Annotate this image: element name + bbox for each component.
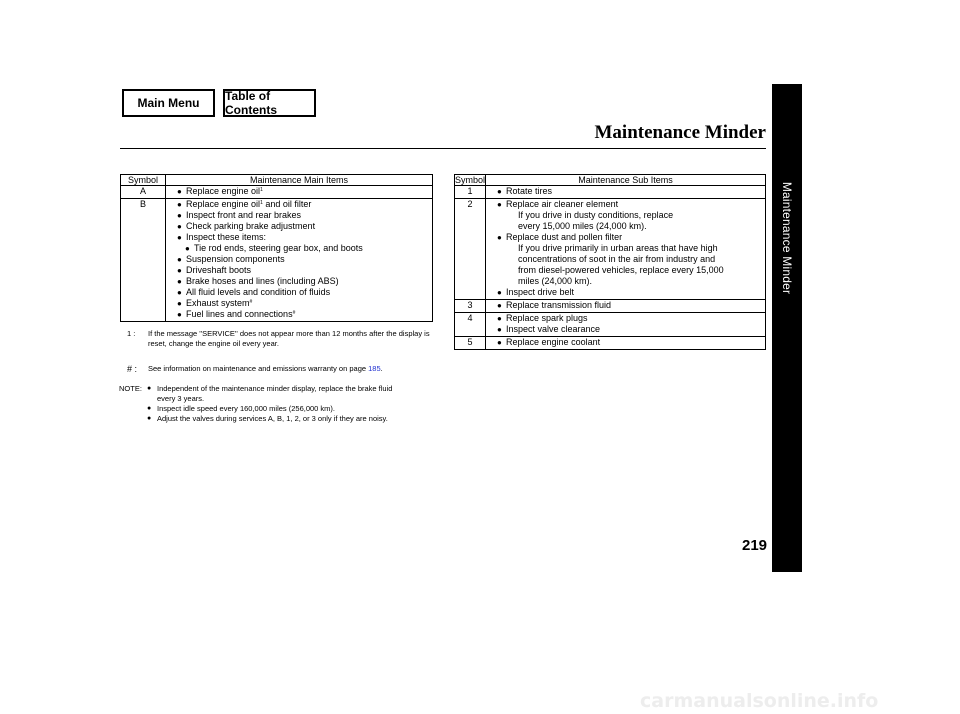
footnote-marker: # xyxy=(249,299,253,305)
note-key: NOTE: xyxy=(119,384,142,393)
bullet-icon: ● xyxy=(497,338,502,347)
main-items-table xyxy=(120,174,433,322)
maintenance-item xyxy=(497,324,765,335)
item-text: every 15,000 miles (24,000 km). xyxy=(518,221,647,231)
table-row xyxy=(455,313,766,337)
item-note xyxy=(506,210,765,221)
bullet-icon: ● xyxy=(497,200,502,209)
item-text: Brake hoses and lines (including ABS) xyxy=(186,276,339,286)
symbol-cell: A xyxy=(121,186,166,199)
maintenance-item xyxy=(177,199,432,210)
maintenance-item xyxy=(177,232,432,243)
sub-items-table xyxy=(454,174,766,350)
page-number: 219 xyxy=(742,537,768,554)
bullet-icon: ● xyxy=(177,187,182,196)
bullet-icon: ● xyxy=(177,266,182,275)
bullet-icon: ● xyxy=(497,233,502,242)
side-tab-label: Maintenance Minder xyxy=(780,181,794,295)
bullet-icon: ● xyxy=(177,255,182,264)
item-text: Replace engine oil xyxy=(186,199,261,209)
item-text-continued: and oil filter xyxy=(262,199,312,209)
footnote-text xyxy=(148,364,438,374)
bullet-icon: ● xyxy=(177,299,182,308)
maintenance-item xyxy=(177,265,432,276)
item-text: All fluid levels and condition of fluids xyxy=(186,287,331,297)
table-of-contents-button[interactable]: Table of Contents xyxy=(223,89,316,117)
footnote-marker: 1 xyxy=(260,187,263,193)
footnote-key: # : xyxy=(127,364,138,374)
item-text: Exhaust system xyxy=(186,298,250,308)
symbol-header: Symbol xyxy=(455,175,486,185)
bullet-icon: ● xyxy=(147,385,152,392)
table-row xyxy=(121,186,433,199)
item-text: If you drive in dusty conditions, replace xyxy=(518,210,674,220)
note-item: ● Inspect idle speed every 160,000 miles (256,000 km). xyxy=(147,404,336,413)
bullet-icon: ● xyxy=(177,222,182,231)
maintenance-item xyxy=(177,221,432,232)
title-divider xyxy=(120,148,766,149)
items-cell xyxy=(486,186,766,199)
maintenance-item xyxy=(497,313,765,324)
items-cell xyxy=(166,186,433,199)
side-tab xyxy=(772,84,802,572)
main-menu-button[interactable]: Main Menu xyxy=(122,89,215,117)
item-text: Replace air cleaner element xyxy=(506,199,619,209)
bullet-icon: ● xyxy=(185,244,190,253)
items-cell xyxy=(486,300,766,313)
maintenance-item xyxy=(497,186,765,197)
maintenance-item xyxy=(497,300,765,311)
table-row xyxy=(121,199,433,322)
item-text: Inspect drive belt xyxy=(506,287,575,297)
item-note xyxy=(506,243,765,254)
bullet-icon: ● xyxy=(177,277,182,286)
warranty-note-end: . xyxy=(380,364,383,373)
symbol-cell: 5 xyxy=(455,337,486,350)
sub-items-header: Maintenance Sub Items xyxy=(486,175,766,186)
item-text: Fuel lines and connections xyxy=(186,309,293,319)
maintenance-item xyxy=(497,232,765,243)
note-item: ● Adjust the valves during services A, B, 1, 2, or 3 only if they are noisy. xyxy=(147,414,388,423)
items-cell xyxy=(166,199,433,322)
bullet-icon: ● xyxy=(147,415,152,422)
bullet-icon: ● xyxy=(497,187,502,196)
item-note xyxy=(506,221,765,232)
item-text: Inspect valve clearance xyxy=(506,324,601,334)
item-note xyxy=(506,265,765,276)
main-items-header: Maintenance Main Items xyxy=(166,175,433,186)
item-text: Replace transmission fluid xyxy=(506,300,612,310)
maintenance-item xyxy=(177,276,432,287)
maintenance-item xyxy=(177,309,432,320)
item-text: miles (24,000 km). xyxy=(518,276,593,286)
item-text: Check parking brake adjustment xyxy=(186,221,316,231)
maintenance-item xyxy=(177,186,432,197)
maintenance-item xyxy=(497,287,765,298)
note-item: ● Independent of the maintenance minder display, replace the brake fluid xyxy=(147,384,393,393)
table-row xyxy=(455,300,766,313)
warranty-note-text: See information on maintenance and emissions warranty on page xyxy=(148,364,367,373)
bullet-icon: ● xyxy=(497,325,502,334)
bullet-icon: ● xyxy=(497,314,502,323)
item-note xyxy=(506,254,765,265)
footnote-marker: 1 xyxy=(260,200,263,206)
symbol-cell: 3 xyxy=(455,300,486,313)
symbol-cell: B xyxy=(121,199,166,322)
bullet-icon: ● xyxy=(177,233,182,242)
bullet-icon: ● xyxy=(177,200,182,209)
maintenance-item xyxy=(177,210,432,221)
item-text: Inspect these items: xyxy=(186,232,267,242)
maintenance-item xyxy=(497,337,765,348)
item-text: Replace engine oil xyxy=(186,186,261,196)
table-row xyxy=(455,337,766,350)
bullet-icon: ● xyxy=(177,211,182,220)
item-text: Replace dust and pollen filter xyxy=(506,232,623,242)
items-cell xyxy=(486,313,766,337)
bullet-icon: ● xyxy=(497,288,502,297)
footnote-text: If the message ''SERVICE'' does not appear more than 12 months after the display is reset, change the engine oil every year. xyxy=(148,329,430,348)
symbol-header: Symbol xyxy=(121,175,166,186)
item-text: Replace spark plugs xyxy=(506,313,588,323)
bullet-icon: ● xyxy=(497,301,502,310)
item-text: from diesel-powered vehicles, replace every 15,000 xyxy=(518,265,724,275)
symbol-cell: 2 xyxy=(455,199,486,300)
footnote-marker: # xyxy=(292,310,296,316)
table-row xyxy=(455,199,766,300)
bullet-icon: ● xyxy=(177,288,182,297)
maintenance-item xyxy=(177,298,432,309)
item-text: Suspension components xyxy=(186,254,285,264)
item-note xyxy=(506,276,765,287)
maintenance-item xyxy=(186,243,432,254)
item-text: If you drive primarily in urban areas that have high xyxy=(518,243,718,253)
bullet-icon: ● xyxy=(147,405,152,412)
page-185-link[interactable]: 185 xyxy=(368,364,381,373)
footnote-key: 1 : xyxy=(127,329,136,338)
note-item-continued: every 3 years. xyxy=(157,394,205,403)
symbol-cell: 4 xyxy=(455,313,486,337)
maintenance-item xyxy=(177,254,432,265)
symbol-cell: 1 xyxy=(455,186,486,199)
watermark: carmanualsonline.info xyxy=(640,690,879,712)
table-row xyxy=(455,186,766,199)
items-cell xyxy=(486,199,766,300)
item-text: Tie rod ends, steering gear box, and boots xyxy=(194,243,363,253)
item-text: Driveshaft boots xyxy=(186,265,252,275)
note-list xyxy=(147,384,439,424)
item-text: Inspect front and rear brakes xyxy=(186,210,302,220)
maintenance-item xyxy=(177,287,432,298)
item-text: concentrations of soot in the air from industry and xyxy=(518,254,716,264)
page-title: Maintenance Minder xyxy=(594,122,766,143)
maintenance-item xyxy=(497,199,765,210)
items-cell xyxy=(486,337,766,350)
item-text: Replace engine coolant xyxy=(506,337,601,347)
bullet-icon: ● xyxy=(177,310,182,319)
item-text: Rotate tires xyxy=(506,186,553,196)
